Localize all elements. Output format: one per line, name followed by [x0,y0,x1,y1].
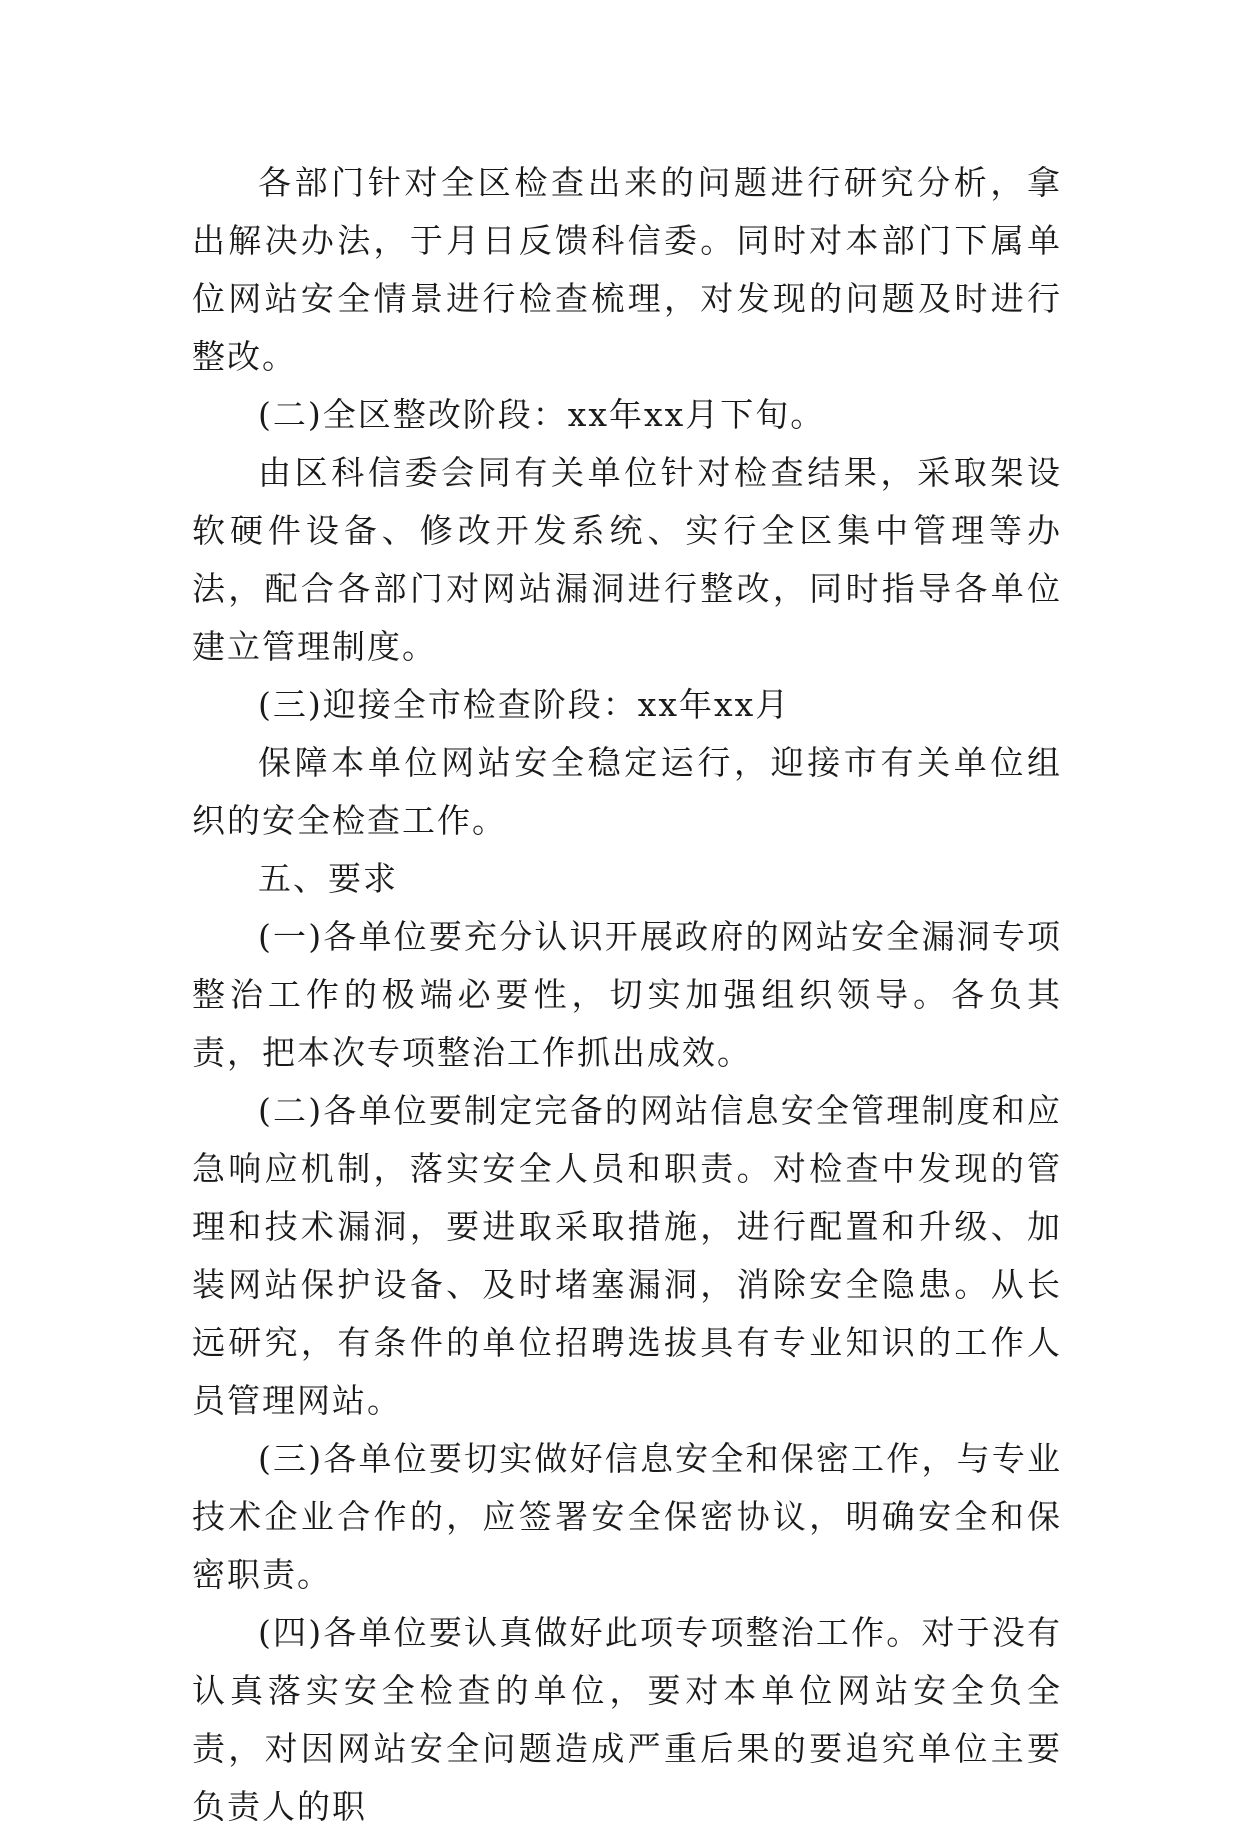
paragraph-stable-operation: 保障本单位网站安全稳定运行，迎接市有关单位组织的安全检查工作。 [192,743,1062,840]
paragraph-requirement-4: (四)各单位要认真做好此项专项整治工作。对于没有认真落实安全检查的单位，要对本单位网站安全负全责，对因网站安全问题造成严重后果的要追究单位主要负责人的职 [192,1613,1062,1826]
document-body [192,154,1062,1836]
paragraph-requirement-3: (三)各单位要切实做好信息安全和保密工作，与专业技术企业合作的，应签署安全保密协议，明确安全和保密职责。 [192,1439,1062,1594]
section-heading-requirements: 五、要求 [258,859,398,898]
paragraph-city-inspection-stage: (三)迎接全市检查阶段：xx年xx月 [258,685,791,724]
paragraph-requirement-1: (一)各单位要充分认识开展政府的网站安全漏洞专项整治工作的极端必要性，切实加强组织领导。各负其责，把本次专项整治工作抓出成效。 [192,917,1062,1072]
paragraph-rectification-stage: (二)全区整改阶段：xx年xx月下旬。 [258,395,826,434]
paragraph-rectification-measures: 由区科信委会同有关单位针对检查结果，采取架设软硬件设备、修改开发系统、实行全区集中管理等办法，配合各部门对网站漏洞进行整改，同时指导各单位建立管理制度。 [192,453,1062,666]
paragraph-requirement-2: (二)各单位要制定完备的网站信息安全管理制度和应急响应机制，落实安全人员和职责。对检查中发现的管理和技术漏洞，要进取采取措施，进行配置和升级、加装网站保护设备、及时堵塞漏洞，消除安全隐患。从长远研究，有条件的单位招聘选拔具有专业知识的工作人员管理网站。 [192,1091,1062,1420]
paragraph-feedback: 各部门针对全区检查出来的问题进行研究分析，拿出解决办法，于月日反馈科信委。同时对本部门下属单位网站安全情景进行检查梳理，对发现的问题及时进行整改。 [192,163,1062,376]
